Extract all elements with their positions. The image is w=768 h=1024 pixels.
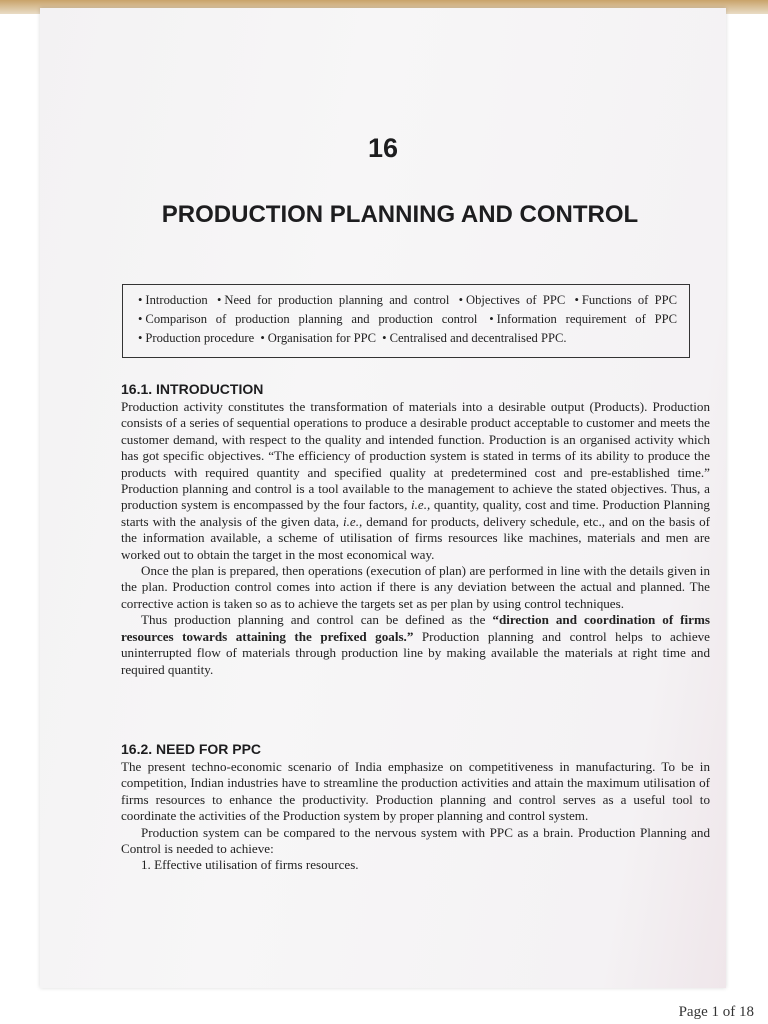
introduction-body <box>121 399 710 678</box>
paragraph: The present techno-economic scenario of India emphasize on competitiveness in manufacturing. To be in competition, Indian industries have to streamline the production activities and attain the maximum utilisation of firms resources to enhance the productivity. Production planning and control serves as a useful tool to coordinate the activities of the Production system by proper planning and control system. <box>121 759 710 824</box>
topic-item: Organisation for PPC <box>267 331 376 345</box>
paragraph: Production system can be compared to the nervous system with PPC as a brain. Production Planning and Control is needed to achieve: <box>121 824 710 857</box>
section-heading-introduction: 16.1. INTRODUCTION <box>121 381 264 397</box>
topic-item: Production procedure <box>145 331 255 345</box>
topic-item: Comparison of production planning and production control <box>145 312 478 326</box>
chapter-title: PRODUCTION PLANNING AND CONTROL <box>161 201 639 228</box>
topic-item: Objectives of PPC <box>466 293 566 307</box>
topic-item: Need for production planning and control <box>224 293 450 307</box>
topic-item: Information requirement of PPC <box>496 312 677 326</box>
paragraph: Production activity constitutes the transformation of materials into a desirable output (Products). Production consists of a series of sequential operations to produce a desirable product acceptable to customer and meets the customer demand, with respect to the quality and intended function. Production is an organised activity which has got specific objectives. “The efficiency of production system is stated in terms of its ability to produce the products with required quantity and specified quality at predetermined cost and pre-established time.” Production planning and control is a tool available to the management to achieve the stated objectives. Thus, a production system is encompassed by the four factors, i.e., quantity, quality, cost and time. Production Planning starts with the analysis of the given data, i.e., demand for products, delivery schedule, etc., and on the basis of the information available, a scheme of utilisation of firms resources like machines, materials and men are worked out to obtain the target in the most economical way. <box>121 399 710 562</box>
paragraph: Once the plan is prepared, then operations (execution of plan) are performed in line with the details given in the plan. Production control comes into action if there is any deviation between the actual and planned. The corrective action is taken so as to achieve the targets set as per plan by using control techniques. <box>121 563 710 611</box>
need-for-ppc-body <box>121 759 710 874</box>
paragraph: Thus production planning and control can be defined as the “direction and coordination of firms resources towards attaining the prefixed goals.” Production planning and control helps to achieve uninterrupted flow of materials through production line by making available the materials at right time and required quantity. <box>121 612 710 677</box>
page-counter: Page 1 of 18 <box>678 1004 754 1020</box>
list-item: 1. Effective utilisation of firms resources. <box>141 857 359 873</box>
section-heading-need-for-ppc: 16.2. NEED FOR PPC <box>121 741 262 757</box>
document-page <box>40 8 726 988</box>
topic-item: Introduction <box>145 293 208 307</box>
topic-item: Functions of PPC <box>581 293 677 307</box>
chapter-number: 16 <box>367 133 399 163</box>
topic-item: Centralised and decentralised PPC. <box>389 331 567 345</box>
chapter-topics-box: • Introduction • Need for production planning and control • Objectives of PPC • Functions of PPC • Comparison of production planning and production control • Information requirement of PPC • Production procedure • Organisation for PPC • Centralised and decentralised PPC. <box>122 284 690 358</box>
